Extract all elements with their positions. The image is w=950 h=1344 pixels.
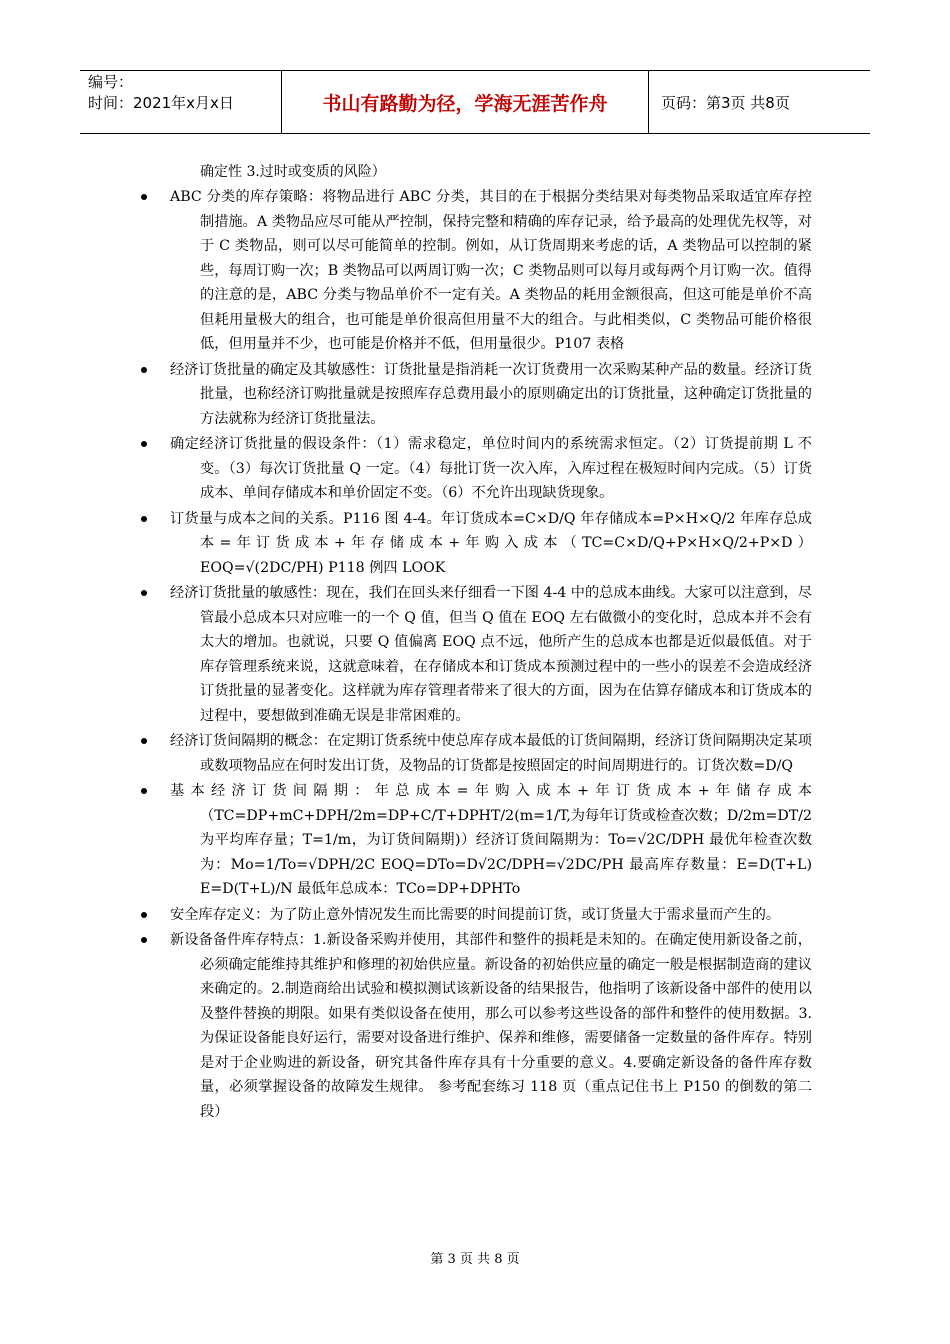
list-item xyxy=(0,779,950,902)
motto: 书山有路勤为径，学海无涯苦作舟 xyxy=(282,71,649,133)
page-label: 页码：第3页 共8页 xyxy=(661,93,790,112)
item-text: 经济订货批量的敏感性：现在，我们在回头来仔细看一下图 4-4 中的总成本曲线。大家可以注意到，尽管最小总成本只对应唯一的一个 Q 值，但当 Q 值在 EOQ 左右做微小的变化时，总成本并不会有太大的增加。也就说，只要 Q 值偏离 EOQ 点不远，他所产生的总成本也都是近似最低值。对于库存管理系统来说，这就意味着，在存储成本和订货成本预测过程中的一些小的误差不会造成经济订货批量的显著变化。这样就为库存管理者带来了很大的方面，因为在估算存储成本和订货成本的过程中，要想做到准确无误是非常困难的。 xyxy=(170,585,812,724)
list-item xyxy=(0,358,950,432)
time-label: 时间：2021年x月x日 xyxy=(88,94,234,112)
list-item xyxy=(0,928,950,1124)
item-text: 确定经济订货批量的假设条件：（1）需求稳定，单位时间内的系统需求恒定。（2）订货提前期 L 不变。（3）每次订货批量 Q 一定。（4）每批订货一次入库，入库过程在极短时间内完成。（5）订货成本、单间存储成本和单价固定不变。（6）不允许出现缺货现象。 xyxy=(170,436,812,501)
list-item xyxy=(0,432,950,506)
bullet-icon xyxy=(141,441,147,447)
page-footer: 第 3 页 共 8 页 xyxy=(430,1252,520,1267)
item-text: 经济订货批量的确定及其敏感性：订货批量是指消耗一次订货费用一次采购某种产品的数量。经济订货批量，也称经济订购批量就是按照库存总费用最小的原则确定出的订货批量，这种确定订货批量的方法就称为经济订货批量法。 xyxy=(170,361,812,427)
bullet-icon xyxy=(141,937,147,943)
list-item xyxy=(0,903,950,928)
header-meta xyxy=(80,71,282,133)
bullet-icon xyxy=(141,367,147,373)
list-item xyxy=(0,729,950,778)
bullet-icon xyxy=(141,788,147,794)
list-item xyxy=(0,507,950,581)
number-label: 编号： xyxy=(88,73,134,91)
bullet-icon xyxy=(141,194,147,200)
document-body xyxy=(0,160,950,1125)
bullet-list xyxy=(0,185,950,1124)
bullet-icon xyxy=(141,738,147,744)
item-text: 经济订货间隔期的概念：在定期订货系统中使总库存成本最低的订货间隔期，经济订货间隔期决定某项或数项物品应在何时发出订货，及物品的订货都是按照固定的时间周期进行的。订货次数=D/Q xyxy=(170,733,812,774)
item-text: ABC 分类的库存策略：将物品进行 ABC 分类，其目的在于根据分类结果对每类物品采取适宜库存控制措施。A 类物品应尽可能从严控制，保持完整和精确的库存记录，给予最高的处理优先权等，对于 C 类物品，则可以尽可能简单的控制。例如，从订货周期来考虑的话，A 类物品可以控制的紧些，每周订购一次；B 类物品可以两周订购一次；C 类物品则可以每月或每两个月订购一次。值得的注意的是，ABC 分类与物品单价不一定有关。A 类物品的耗用金额很高，但这可能是单价不高但耗用量极大的组合，也可能是单价很高但用量不大的组合。与此相类似，C 类物品可能价格很低，但用量并不少，也可能是价格并不低，但用量很少。P107 表格 xyxy=(170,189,812,352)
item-text: 安全库存定义：为了防止意外情况发生而比需要的时间提前订货，或订货量大于需求量而产生的。 xyxy=(170,906,781,923)
item-text: 订货量与成本之间的关系。P116 图 4-4。年订货成本=C×D/Q 年存储成本=P×H×Q/2 年库存总成本=年订货成本+年存储成本+年购入成本（TC=C×D/Q+P×H×Q/2+P×D） EOQ=√(2DC/PH) P118 例四 LOOK xyxy=(170,510,812,576)
bullet-icon xyxy=(141,516,147,522)
continuation-line: 确定性 3.过时或变质的风险） xyxy=(200,164,386,180)
list-item xyxy=(0,581,950,728)
bullet-icon xyxy=(141,912,147,918)
item-text: 基本经济订货间隔期：年总成本=年购入成本+年订货成本+年储存成本（TC=DP+mC+DPH/2m=DP+C/T+DPHT/2(m=1/T,为每年订货或检查次数；D/2m=DT/2 为平均库存量；T=1/m，为订货间隔期)）经济订货间隔期为：To=√2C/DPH 最优年检查次数为：Mo=1/To=√DPH/2C EOQ=DTo=D√2C/DPH=√2DC/PH 最高库存数量：E=D(T+L) E=D(T+L)/N 最低年总成本：TCo=DP+DPHTo xyxy=(170,783,812,897)
list-item xyxy=(0,185,950,357)
bullet-icon xyxy=(141,590,147,596)
page-header xyxy=(80,70,870,134)
item-text: 新设备备件库存特点：1.新设备采购并使用，其部件和整件的损耗是未知的。在确定使用新设备之前，必须确定能维持其维护和修理的初始供应量。新设备的初始供应量的确定一般是根据制造商的建议来确定的。2.制造商给出试验和模拟测试该新设备的结果报告，他指明了该新设备中部件的使用以及整件替换的期限。如果有类似设备在使用，那么可以参考这些设备的部件和整件的使用数据。3.为保证设备能良好运行，需要对设备进行维护、保养和维修，需要储备一定数量的备件库存。特别是对于企业购进的新设备，研究其备件库存具有十分重要的意义。4.要确定新设备的备件库存数量，必须掌握设备的故障发生规律。 参考配套练习 118 页（重点记住书上 P150 的倒数的第二段） xyxy=(170,932,812,1120)
